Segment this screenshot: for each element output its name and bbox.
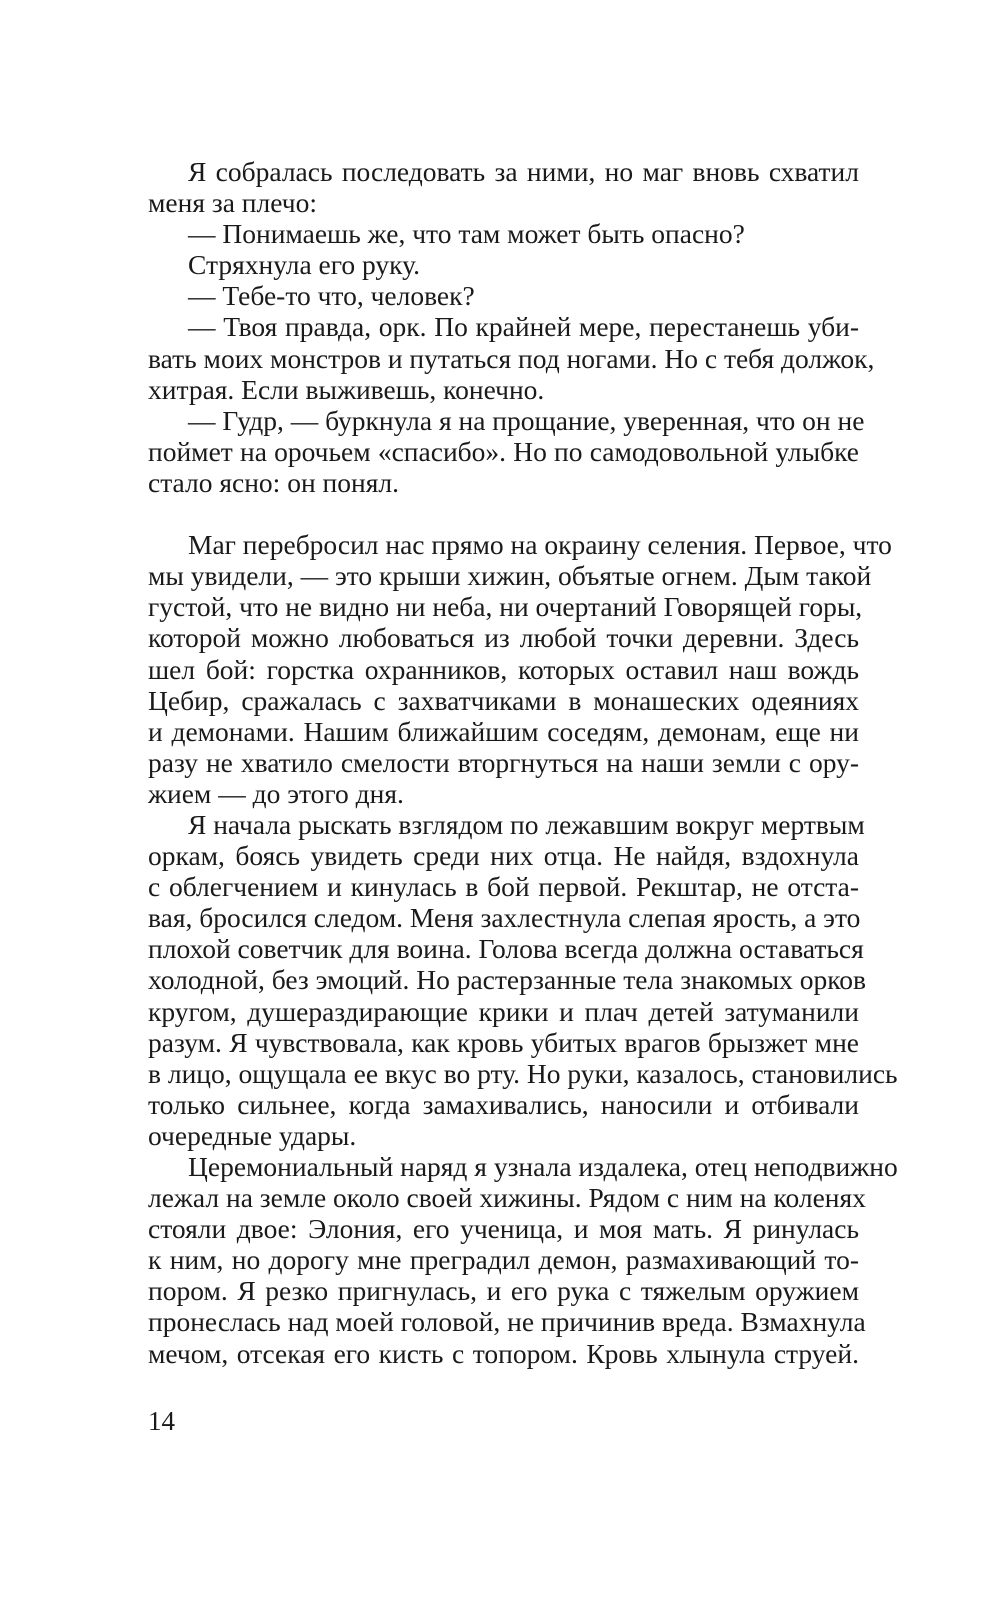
text-line: Цебир, сражалась с захватчиками в монашеских одеяниях [148, 684, 859, 716]
text-line: которой можно любоваться из любой точки деревни. Здесь [148, 622, 859, 654]
text-line: меня за плечо: [148, 187, 317, 219]
text-line: стало ясно: он понял. [148, 466, 399, 498]
text-line: Я начала рыскать взглядом по лежавшим вокруг мертвым [188, 808, 865, 840]
text-line: — Понимаешь же, что там может быть опасно? [188, 218, 745, 250]
text-line: жием — до этого дня. [148, 777, 404, 809]
text-line: кругом, душераздирающие крики и плач детей затуманили [148, 995, 859, 1027]
paragraph [148, 280, 859, 311]
text-line: густой, что не видно ни неба, ни очертаний Говорящей горы, [148, 591, 863, 623]
paragraph [148, 529, 892, 809]
text-section [148, 529, 898, 1369]
text-line: разум. Я чувствовала, как кровь убитых врагов брызжет мне [148, 1026, 859, 1058]
paragraph [148, 1151, 898, 1369]
text-line: к ним, но дорогу мне преградил демон, размахивающий то- [148, 1244, 859, 1276]
text-line: шел бой: горстка охранников, которых оставил наш вождь [148, 653, 859, 685]
text-line: хитрая. Если выживешь, конечно. [148, 373, 545, 405]
text-line: и демонами. Нашим ближайшим соседям, демонам, еще ни [148, 715, 859, 747]
text-line: плохой советчик для воина. Голова всегда должна оставаться [148, 933, 864, 965]
text-line: лежал на земле около своей хижины. Рядом с ним на коленях [148, 1182, 866, 1214]
text-line: оркам, боясь увидеть среди них отца. Не найдя, вздохнула [148, 840, 859, 872]
paragraph [148, 156, 859, 218]
text-line: разу не хватило смелости вторгнуться на наши земли с ору- [148, 746, 859, 778]
paragraph [148, 311, 875, 405]
text-line: Стряхнула его руку. [188, 249, 420, 281]
text-line: мечом, отсекая его кисть с топором. Кровь хлынула струей. [148, 1337, 859, 1369]
paragraph [148, 404, 865, 498]
paragraph [148, 249, 859, 280]
text-line: мы увидели, — это крыши хижин, объятые огнем. Дым такой [148, 560, 872, 592]
body-text [148, 156, 898, 1400]
text-line: пронеслась над моей головой, не причинив вреда. Взмахнула [148, 1306, 866, 1338]
text-line: с облегчением и кинулась в бой первой. Рекштар, не отста- [148, 871, 859, 903]
text-line: пором. Я резко пригнулась, и его рука с тяжелым оружием [148, 1275, 859, 1307]
text-line: поймет на орочьем «спасибо». Но по самодовольной улыбке [148, 435, 859, 467]
text-line: Маг перебросил нас прямо на окраину селения. Первое, что [188, 529, 892, 561]
text-line: вать моих монстров и путаться под ногами. Но с тебя должок, [148, 342, 875, 374]
text-line: стояли двое: Элония, его ученица, и моя мать. Я ринулась [148, 1213, 859, 1245]
text-line: — Тебе-то что, человек? [188, 280, 475, 312]
text-line: очередные удары. [148, 1119, 357, 1151]
paragraph [148, 808, 898, 1151]
text-line: холодной, без эмоций. Но растерзанные тела знакомых орков [148, 964, 866, 996]
text-line: — Гудр, — буркнула я на прощание, уверенная, что он не [188, 404, 865, 436]
text-line: вая, бросился следом. Меня захлестнула слепая ярость, а это [148, 902, 861, 934]
text-line: только сильнее, когда замахивались, наносили и отбивали [148, 1088, 859, 1120]
paragraph [148, 218, 859, 249]
text-line: Я собралась последовать за ними, но маг вновь схватил [188, 156, 859, 187]
page-number: 14 [148, 1406, 175, 1436]
text-line: — Твоя правда, орк. По крайней мере, перестанешь уби- [188, 311, 859, 343]
text-line: Церемониальный наряд я узнала издалека, отец неподвижно [188, 1151, 898, 1182]
text-section [148, 156, 875, 498]
text-line: в лицо, ощущала ее вкус во рту. Но руки, казалось, становились [148, 1057, 898, 1089]
